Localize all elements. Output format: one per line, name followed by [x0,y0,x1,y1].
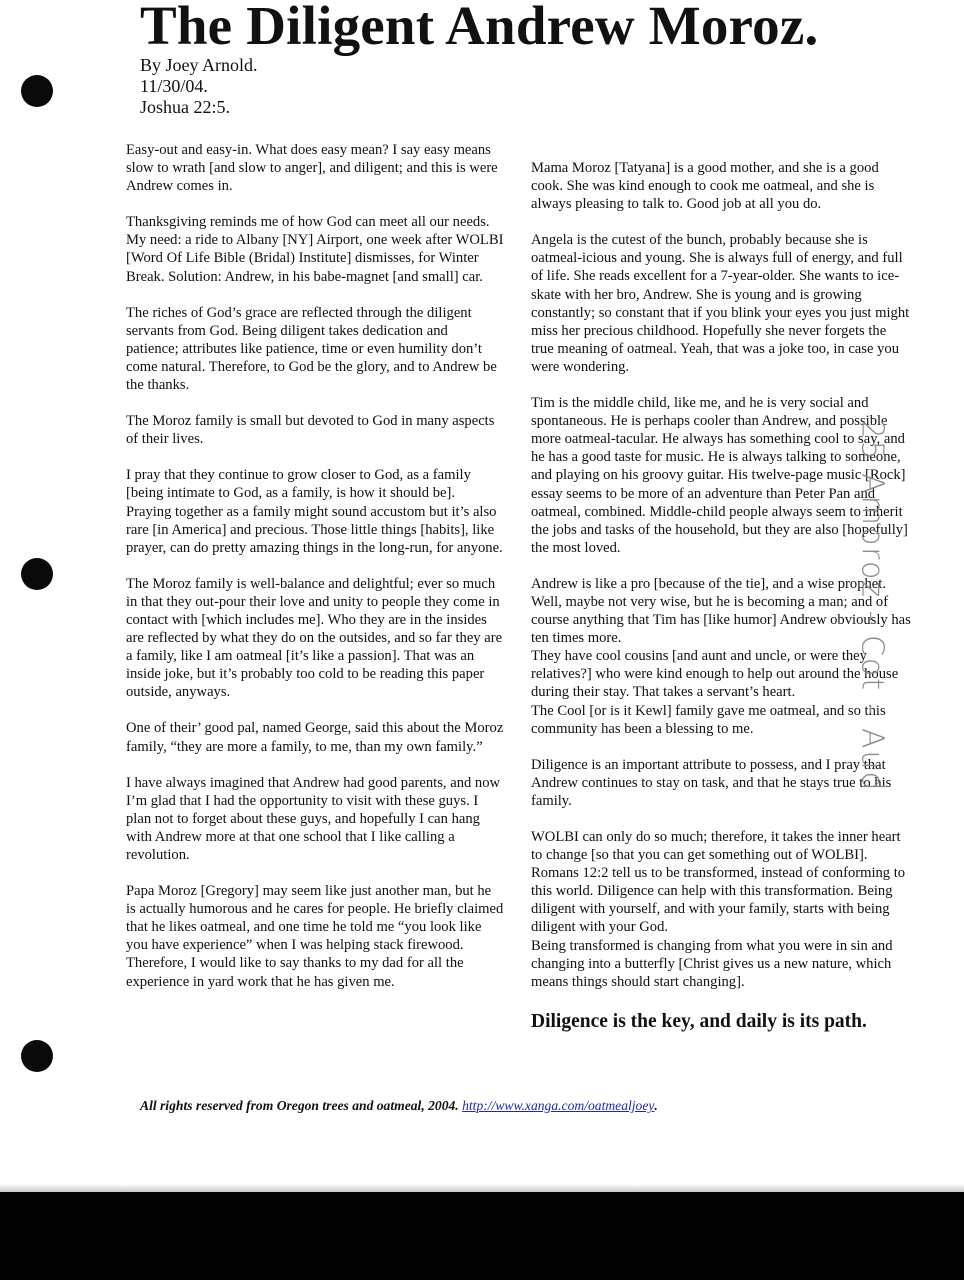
footer-period: . [654,1098,658,1113]
closing-line: Diligence is the key, and daily is its path. [531,1010,867,1032]
paragraph: Being transformed is changing from what you were in sin and changing into a butterfly [Christ gives us a new nature, which means things should start changing]. [531,937,893,990]
document-title: The Diligent Andrew Moroz. [140,0,819,56]
paragraph: WOLBI can only do so much; therefore, it takes the inner heart to change [so that you can get something out of WOLBI]. [531,829,901,864]
author: By Joey Arnold. [140,55,258,75]
paragraph: One of their’ good pal, named George, said this about the Moroz family, “they are more a family, to me, than my own family.” [126,720,504,755]
footer [140,1098,658,1114]
paragraph: Easy-out and easy-in. What does easy mean? I say easy means slow to wrath [and slow to anger], and diligent; and this is were Andrew comes in. [126,142,498,195]
paragraph: Papa Moroz [Gregory] may seem like just another man, but he is actually humorous and he cares for people. He briefly claimed that he likes oatmeal, and one time he told me “you look like you have experience” when I was helping stack firewood. Therefore, I would like to say thanks to my dad for all the experience in yard work that he has given me. [126,883,504,990]
punch-hole-icon [21,75,53,107]
scripture-reference: Joshua 22:5. [140,97,230,117]
paragraph: I have always imagined that Andrew had good parents, and now I’m glad that I had the opportunity to visit with these guys. I plan not to forget about these guys, and hopefully I can hang with Andrew more at that one school that I like calling a revolution. [126,774,501,863]
paragraph: Angela is the cutest of the bunch, probably because she is oatmeal-icious and young. She is always full of energy, and full of life. She reads excellent for a 7-year-older. She wants to ice-skate with her bro, Andrew. She is young and is growing constantly; so constant that if you blink your eyes you just might miss her precious childhood. Hopefully she never forgets the true meaning of oatmeal. Yeah, that was a joke too, in case you were wondering. [531,232,910,375]
left-column [126,141,504,1009]
paragraph: Thanksgiving reminds me of how God can meet all our needs. My need: a ride to Albany [NY] Airport, one week after WOLBI [Word Of Life Bible (Bridal) Institute] dismisses, for Winter Break. Solution: Andrew, in his babe-magnet [and small] car. [126,214,504,285]
paragraph: Tim is the middle child, like me, and he is very social and spontaneous. He is perhaps cooler than Andrew, and possible more oatmeal-tacular. He always has something cool to say, and he has a good taste for music. He is always talking to someone, and playing on his groovy guitar. His twelve-page music [Rock] essay seems to be more of an adventure than Peter Pan and oatmeal, combined. Middle-child people always seem to inherit the jobs and tasks of the household, but they are also [hopefully] the most loved. [531,395,908,556]
paragraph: Romans 12:2 tell us to be transformed, instead of conforming to this world. Diligence can help with this transformation. Being diligent with yourself, and with your family, starts with being diligent with your God. [531,865,906,936]
paragraph: Diligence is an important attribute to possess, and I pray that Andrew continues to stay on task, and that he stays true to his family. [531,756,892,809]
scanner-background [0,1192,964,1280]
byline [140,55,258,118]
xanga-link[interactable]: http://www.xanga.com/oatmealjoey [462,1098,655,1113]
paragraph: I pray that they continue to grow closer to God, as a family [being intimate to God, as a family, is how it should be]. Praying together as a family might sound accustom but it’s also rare [in America] and precious. Those little things [habits], like prayer, can do pretty amazing things in the long-run, for anyone. [126,467,503,556]
paragraph: They have cool cousins [and aunt and uncle, or were they relatives?] who were kind enough to help out around the house during their stay. That takes a servant’s heart. [531,648,899,701]
punch-hole-icon [21,558,53,590]
paragraph: The riches of God’s grace are reflected through the diligent servants from God. Being diligent takes dedication and patience; attributes like patience, time or even humility don’t come natural. Therefore, to God be the glory, and to Andrew be the thanks. [126,304,497,394]
page-edge [0,1184,964,1192]
handwritten-margin-note: 25 Amoroz - Cot - Aud [854,419,890,793]
paragraph: The Moroz family is small but devoted to God in many aspects of their lives. [126,413,495,448]
paragraph: The Moroz family is well-balance and delightful; ever so much in that they out-pour their love and unity to people they come in contact with [which includes me]. Who they are in the insides are reflected by what they do on the outsides, and so far they are a family, like I am oatmeal [it’s like a passion]. That was an inside joke, but it’s probably too cold to be reading this paper outside, anyways. [126,575,503,701]
date: 11/30/04. [140,76,208,96]
punch-hole-icon [21,1040,53,1072]
paragraph: The Cool [or is it Kewl] family gave me oatmeal, and so this community has been a blessing to me. [531,702,886,737]
copyright-text: All rights reserved from Oregon trees and oatmeal, 2004. [140,1098,459,1113]
paragraph: Andrew is like a pro [because of the tie], and a wise prophet. Well, maybe not very wise, but he is becoming a man; and of course anything that Tim has [like humor] Andrew obviously has ten times more. [531,575,911,647]
paragraph: Mama Moroz [Tatyana] is a good mother, and she is a good cook. She was kind enough to cook me oatmeal, and she is always pleasing to talk to. Good job at all you do. [531,160,879,213]
